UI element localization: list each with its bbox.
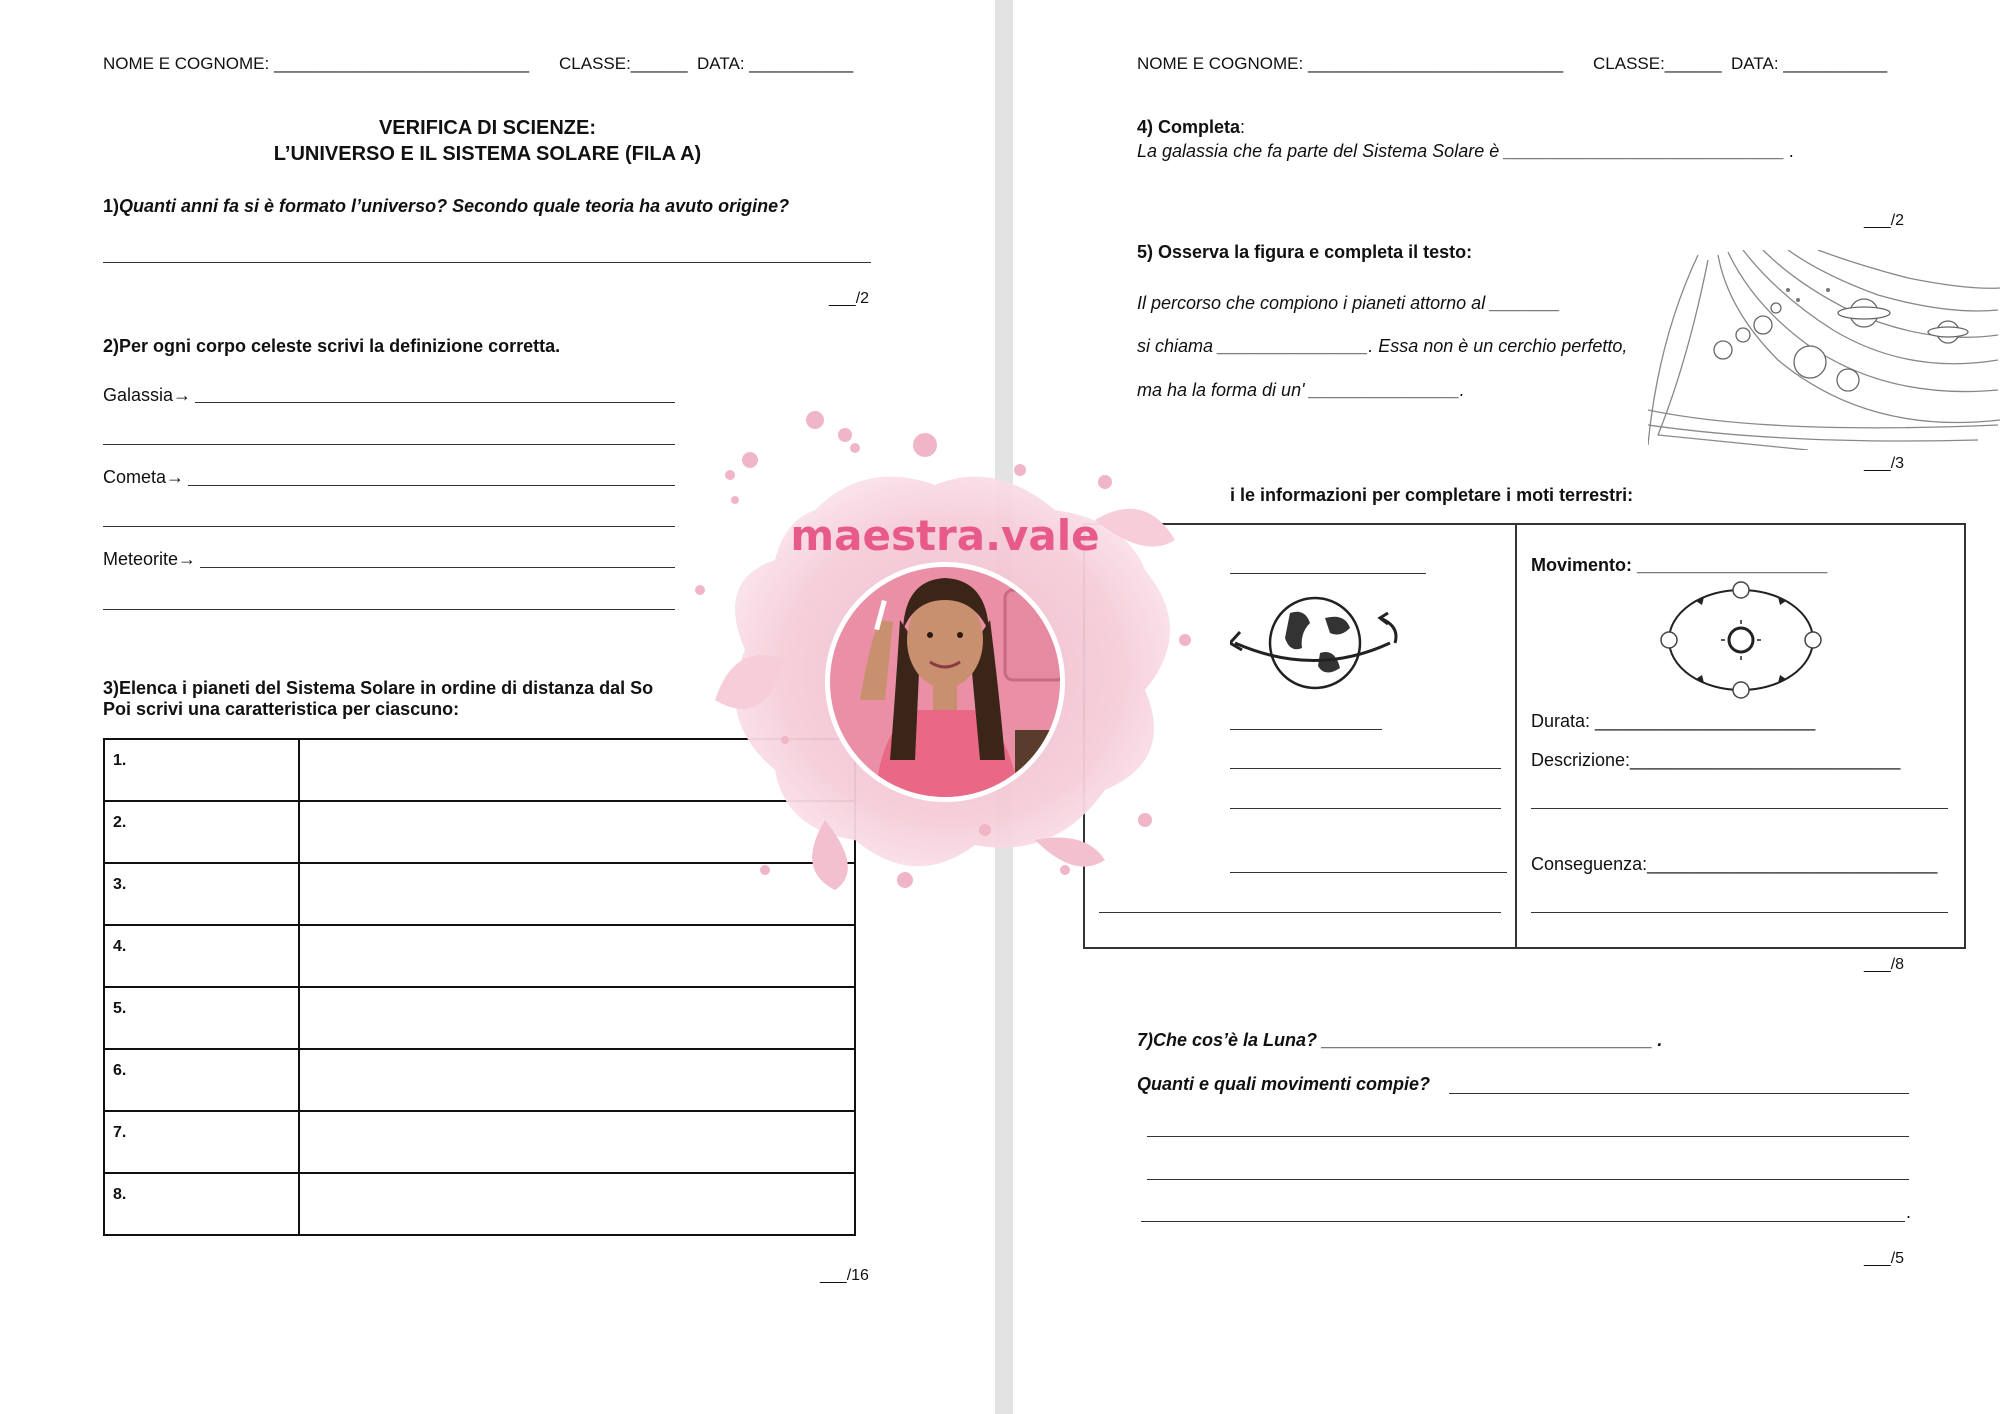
class-label: CLASSE:______ <box>1593 54 1722 73</box>
row-number: 4. <box>104 925 299 987</box>
score-q1: ___/2 <box>829 290 870 307</box>
question-3-line2: Poi scrivi una caratteristica per ciascuno: <box>103 699 460 719</box>
row-number: 2. <box>104 801 299 863</box>
duration-label: Durata: ______________________ <box>1531 711 1816 731</box>
answer-cell <box>299 1049 855 1111</box>
question-1: 1)Quanti anni fa si è formato l’universo? Secondo quale teoria ha avuto origine? <box>103 196 790 216</box>
name-label: NOME E COGNOME: ___________________________ <box>1137 54 1564 73</box>
row-number: 8. <box>104 1173 299 1235</box>
score-q5: ___/3 <box>1864 455 1905 472</box>
page-title-line1: VERIFICA DI SCIENZE: <box>378 117 597 139</box>
answer-cell <box>299 925 855 987</box>
answer-cell <box>299 1111 855 1173</box>
table-row <box>104 987 855 1049</box>
answer-line <box>103 262 871 263</box>
question-5-line2: si chiama _______________. Essa non è un cerchio perfetto, <box>1137 336 1628 356</box>
item-cometa: Cometa→ <box>103 467 185 487</box>
item-galassia: Galassia→ <box>103 385 192 405</box>
table-row <box>104 1173 855 1235</box>
earth-motions-table <box>1083 523 1966 949</box>
earth-revolution-icon <box>1656 575 1826 705</box>
answer-cell <box>299 1173 855 1235</box>
table-row <box>104 1111 855 1173</box>
answer-cell <box>299 987 855 1049</box>
answer-line <box>188 485 675 486</box>
brand-logo-overlay <box>675 400 1215 910</box>
consequence-label: Conseguenza:_____________________________ <box>1531 854 1938 874</box>
question-4: 4) Completa: <box>1137 117 1246 137</box>
answer-line <box>200 567 675 568</box>
date-label: DATA: ___________ <box>1731 54 1888 73</box>
answer-line <box>1147 1179 1909 1180</box>
answer-line <box>103 526 675 527</box>
question-5-line1: Il percorso che compiono i pianeti attorno al _______ <box>1137 293 1561 313</box>
table-row <box>104 1049 855 1111</box>
class-label: CLASSE:______ <box>559 54 688 73</box>
answer-line <box>1147 1136 1909 1137</box>
row-number: 6. <box>104 1049 299 1111</box>
row-number: 5. <box>104 987 299 1049</box>
watercolor-splash-icon <box>675 400 1215 910</box>
score-q6: ___/8 <box>1864 956 1905 973</box>
table-divider <box>1515 525 1517 947</box>
solar-system-icon <box>1648 250 2000 450</box>
closing-period: . <box>1906 1202 1912 1222</box>
question-2: 2)Per ogni corpo celeste scrivi la definizione corretta. <box>103 336 561 356</box>
question-5: 5) Osserva la figura e completa il testo: <box>1137 242 1473 262</box>
question-6: i le informazioni per completare i moti terrestri: <box>1230 485 1634 505</box>
row-number: 7. <box>104 1111 299 1173</box>
answer-line <box>1141 1221 1905 1222</box>
movement-label: Movimento: ___________________ <box>1531 555 1828 575</box>
item-meteorite: Meteorite→ <box>103 549 197 569</box>
answer-line <box>1531 808 1948 809</box>
score-q4: ___/2 <box>1864 212 1905 229</box>
answer-line <box>1449 1093 1909 1094</box>
answer-line <box>103 444 675 445</box>
question-4-text: La galassia che fa parte del Sistema Solare è ____________________________ . <box>1137 141 1795 161</box>
question-7-line1: 7)Che cos’è la Luna? _________________________________ . <box>1137 1030 1663 1050</box>
row-number: 3. <box>104 863 299 925</box>
answer-line <box>195 402 675 403</box>
score-q3: ___/16 <box>820 1267 869 1284</box>
question-3-line1: 3)Elenca i pianeti del Sistema Solare in ordine di distanza dal So <box>103 678 654 698</box>
row-number: 1. <box>104 739 299 801</box>
date-label: DATA: ___________ <box>697 54 854 73</box>
question-7-line2: Quanti e quali movimenti compie? <box>1137 1074 1431 1094</box>
table-row <box>104 925 855 987</box>
page-title-line2: L’UNIVERSO E IL SISTEMA SOLARE (FILA A) <box>273 143 702 165</box>
description-label: Descrizione:___________________________ <box>1531 750 1901 770</box>
score-q7: ___/5 <box>1864 1250 1905 1267</box>
answer-line <box>1531 912 1948 913</box>
brand-name: maestra.vale <box>790 511 1100 560</box>
name-label: NOME E COGNOME: ___________________________ <box>103 54 530 73</box>
answer-line <box>103 609 675 610</box>
question-5-line3: ma ha la forma di un' _______________. <box>1137 380 1465 400</box>
